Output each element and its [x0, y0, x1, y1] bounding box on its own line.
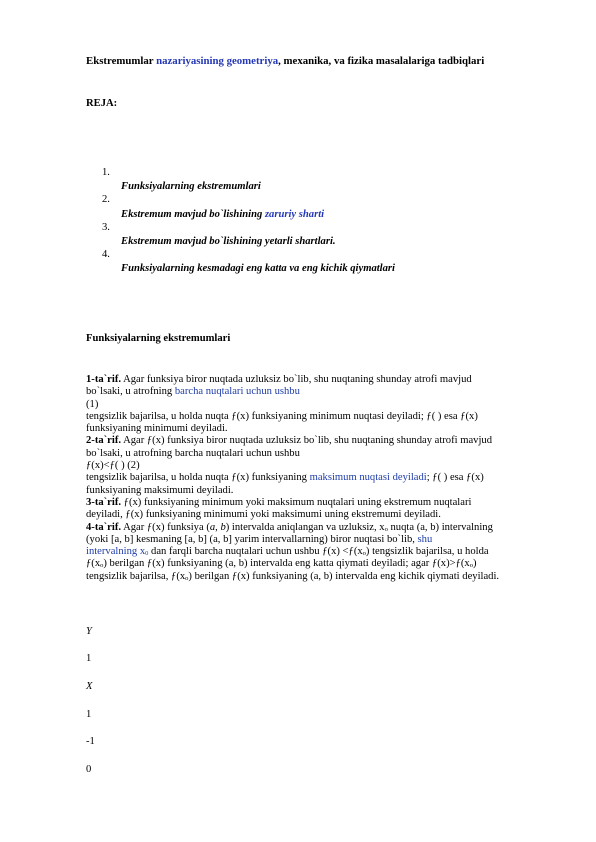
definition-label: 4-ta`rif.: [86, 521, 121, 533]
list-item: [86, 194, 546, 221]
definition-link[interactable]: intervalning $x_0$: [86, 546, 149, 558]
definition-link[interactable]: maksimum nuqtasi deyiladi: [309, 472, 427, 484]
definition-label: 1-ta`rif.: [86, 374, 121, 385]
list-number: 3.: [102, 221, 110, 233]
title-highlight: nazariyasining geometriya: [156, 55, 279, 67]
plan-heading: REJA:: [86, 98, 118, 109]
list-number: 1.: [102, 167, 110, 178]
definition-label: 3-ta`rif.: [86, 496, 121, 508]
title-text: Ekstremumlar: [86, 55, 157, 67]
list-text: Funksiyalarning ekstremumlari: [121, 181, 261, 193]
definition-4: 4-ta`rif. Agar ƒ(x) funksiya (a, b) intervalda aniqlangan va uzluksiz, $x_o$ nuqta (a, b) intervalning (yoki [a, b] kesmaning [a, b] (a, b] yarim intervallarning) biror nuqtasi bo`lib, shu intervalning $x_0$ dan farqli barcha nuqtalari uchun ushbu ƒ(x) $<ƒ(x_o)$ tengsizlik bajarilsa, u holda $ƒ(x_o)$ berilgan ƒ(x) funksiyaning (a, b) intervalda eng katta qiymati deyiladi; agar $ƒ(x)>ƒ(x_o)$ tengsizlik bajarilsa, $ƒ(x_o)$ berilgan ƒ(x) funksiyaning (a, b) intervalda eng kichik qiymati deyiladi.: [86, 521, 500, 582]
list-item: [86, 222, 546, 249]
list-number: 4.: [102, 248, 110, 260]
axis-tick-label: 1: [86, 709, 92, 720]
document-title: [86, 55, 546, 67]
list-item: [86, 249, 546, 276]
axis-tick-label: -1: [86, 736, 95, 747]
definition-3: 3-ta`rif. ƒ(x) funksiyaning minimum yoki maksimum nuqtalari uning ekstremum nuqtalari deyiladi, ƒ(x) funksiyaning minimumi yoki maksimumi uning ekstremumi deyiladi.: [86, 496, 472, 521]
list-item: [86, 167, 546, 194]
definition-label: 2-ta`rif.: [86, 435, 121, 447]
axis-label-y: Y: [86, 626, 92, 637]
section-heading: Funksiyalarning ekstremumlari: [86, 333, 231, 344]
list-text: Ekstremum mavjud bo`lishining yetarli shartlari.: [121, 235, 336, 247]
list-text: Funksiyalarning kesmadagi eng katta va eng kichik qiymatlari: [121, 263, 395, 275]
list-number: 2.: [102, 194, 110, 206]
definition-1: 1-ta`rif. Agar funksiya biror nuqtada uzluksiz bo`lib, shu nuqtaning shunday atrofi mavjud bo`lsaki, u atrofning barcha nuqtalari uchun ushbu (1) tengsizlik bajarilsa, u holda nuqta ƒ(x) funksiyaning minimum nuqtasi deyiladi; ƒ( ) esa ƒ(x) funksiyaning minimumi deyiladi.: [86, 374, 478, 435]
axis-label-x: X: [86, 681, 93, 692]
definitions-body: [86, 374, 560, 583]
title-text-end: , mexanika, va fizika masalalariga tadbiqlari: [278, 55, 485, 67]
definition-2: 2-ta`rif. Agar ƒ(x) funksiya biror nuqtada uzluksiz bo`lib, shu nuqtaning shunday atrofi mavjud bo`lsaki, u atrofning barcha nuqtalari uchun ushbu ƒ(x)<ƒ( ) (2) tengsizlik bajarilsa, u holda nuqta ƒ(x) funksiyaning maksimum nuqtasi deyiladi; ƒ( ) esa ƒ(x) funksiyaning maksimumi deyiladi.: [86, 435, 493, 496]
definition-link[interactable]: barcha nuqtalari uchun ushbu: [174, 386, 300, 398]
list-text-link[interactable]: zaruriy sharti: [264, 208, 325, 220]
axis-tick-label: 1: [86, 653, 92, 664]
definition-link[interactable]: shu: [417, 533, 433, 545]
plan-list: [86, 167, 546, 276]
list-text: Ekstremum mavjud bo`lishining zaruriy sharti: [121, 208, 325, 220]
axis-origin-label: 0: [86, 764, 92, 775]
